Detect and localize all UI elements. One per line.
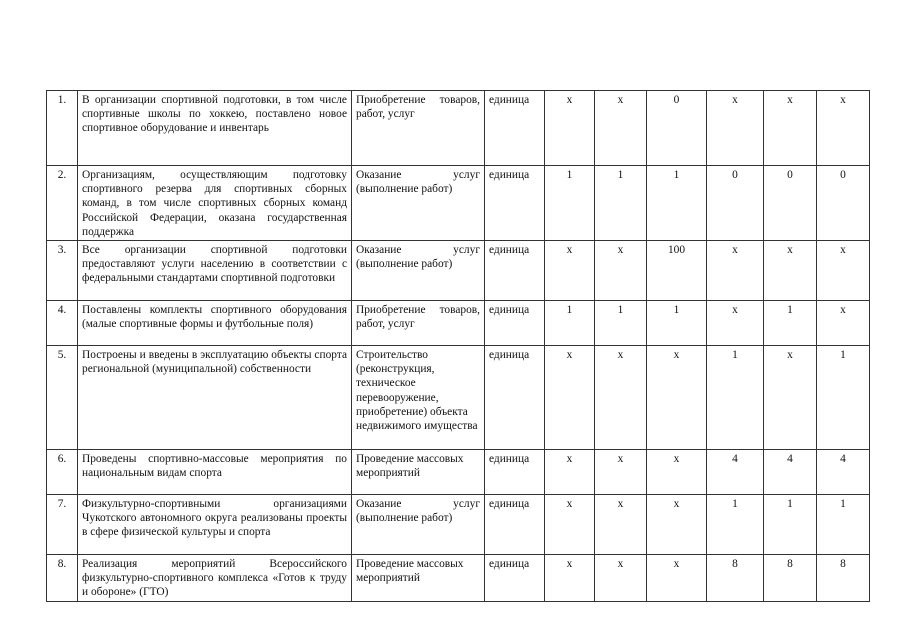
- value-cell: x: [545, 346, 595, 450]
- value-cell: 8: [817, 555, 870, 602]
- table-row: [47, 301, 870, 346]
- table-row: [47, 346, 870, 450]
- unit-cell: единица: [485, 555, 545, 602]
- results-table: [46, 90, 870, 602]
- value-cell: 1: [707, 495, 764, 555]
- value-cell: x: [764, 346, 817, 450]
- value-cell: x: [764, 241, 817, 301]
- value-cell: x: [647, 450, 707, 495]
- value-cell: x: [647, 346, 707, 450]
- result-text: В организации спортивной подготовки, в том числе спортивные школы по хоккею, поставлено новое спортивное оборудование и инвентарь: [78, 91, 352, 166]
- unit-cell: единица: [485, 91, 545, 166]
- value-cell: 4: [707, 450, 764, 495]
- row-number: 5.: [47, 346, 78, 450]
- value-cell: 8: [764, 555, 817, 602]
- result-type: Приобретение товаров, работ, услуг: [352, 91, 485, 166]
- table-body: [47, 91, 870, 602]
- value-cell: x: [545, 241, 595, 301]
- value-cell: x: [545, 91, 595, 166]
- value-cell: x: [817, 91, 870, 166]
- value-cell: x: [707, 241, 764, 301]
- value-cell: 1: [545, 301, 595, 346]
- unit-cell: единица: [485, 301, 545, 346]
- result-type: Приобретение товаров, работ, услуг: [352, 301, 485, 346]
- value-cell: 0: [647, 91, 707, 166]
- value-cell: x: [647, 495, 707, 555]
- value-cell: x: [545, 555, 595, 602]
- result-type: Проведение массовых мероприятий: [352, 555, 485, 602]
- value-cell: x: [545, 495, 595, 555]
- table-row: [47, 450, 870, 495]
- value-cell: x: [707, 301, 764, 346]
- unit-cell: единица: [485, 166, 545, 241]
- result-type: Проведение массовых мероприятий: [352, 450, 485, 495]
- row-number: 7.: [47, 495, 78, 555]
- row-number: 6.: [47, 450, 78, 495]
- value-cell: 1: [545, 166, 595, 241]
- value-cell: x: [595, 555, 647, 602]
- table-row: [47, 495, 870, 555]
- result-text: Организациям, осуществляющим подготовку спортивного резерва для спортивных сборных команд, в том числе спортивных сборных команд Российской Федерации, оказана государственная поддержка: [78, 166, 352, 241]
- value-cell: x: [595, 91, 647, 166]
- result-text: Реализация мероприятий Всероссийского физкультурно-спортивного комплекса «Готов к труду и обороне» (ГТО): [78, 555, 352, 602]
- value-cell: x: [595, 241, 647, 301]
- value-cell: 4: [817, 450, 870, 495]
- value-cell: 1: [647, 301, 707, 346]
- result-text: Проведены спортивно-массовые мероприятия по национальным видам спорта: [78, 450, 352, 495]
- value-cell: 1: [595, 301, 647, 346]
- table-row: [47, 166, 870, 241]
- value-cell: x: [764, 91, 817, 166]
- unit-cell: единица: [485, 450, 545, 495]
- result-text: Поставлены комплекты спортивного оборудования (малые спортивные формы и футбольные поля): [78, 301, 352, 346]
- unit-cell: единица: [485, 241, 545, 301]
- table-row: [47, 241, 870, 301]
- unit-cell: единица: [485, 346, 545, 450]
- value-cell: 1: [595, 166, 647, 241]
- row-number: 2.: [47, 166, 78, 241]
- value-cell: x: [647, 555, 707, 602]
- row-number: 1.: [47, 91, 78, 166]
- row-number: 3.: [47, 241, 78, 301]
- value-cell: 1: [647, 166, 707, 241]
- value-cell: x: [545, 450, 595, 495]
- value-cell: 0: [707, 166, 764, 241]
- value-cell: x: [595, 450, 647, 495]
- value-cell: x: [595, 346, 647, 450]
- result-text: Все организации спортивной подготовки предоставляют услуги населению в соответствии с федеральными стандартами спортивной подготовки: [78, 241, 352, 301]
- result-text: Физкультурно-спортивными организациями Чукотского автономного округа реализованы проекты в сфере физической культуры и спорта: [78, 495, 352, 555]
- value-cell: 1: [817, 346, 870, 450]
- value-cell: 100: [647, 241, 707, 301]
- result-type: Оказание услуг (выполнение работ): [352, 241, 485, 301]
- table-row: [47, 91, 870, 166]
- value-cell: 1: [817, 495, 870, 555]
- value-cell: x: [707, 91, 764, 166]
- value-cell: x: [595, 495, 647, 555]
- result-type: Строительство (реконструкция, техническое перевооружение, приобретение) объекта недвижимого имущества: [352, 346, 485, 450]
- value-cell: 8: [707, 555, 764, 602]
- table-row: [47, 555, 870, 602]
- value-cell: 1: [764, 301, 817, 346]
- value-cell: x: [817, 241, 870, 301]
- result-text: Построены и введены в эксплуатацию объекты спорта региональной (муниципальной) собственности: [78, 346, 352, 450]
- result-type: Оказание услуг (выполнение работ): [352, 495, 485, 555]
- row-number: 4.: [47, 301, 78, 346]
- value-cell: 0: [817, 166, 870, 241]
- row-number: 8.: [47, 555, 78, 602]
- value-cell: 1: [707, 346, 764, 450]
- value-cell: 4: [764, 450, 817, 495]
- value-cell: x: [817, 301, 870, 346]
- value-cell: 1: [764, 495, 817, 555]
- unit-cell: единица: [485, 495, 545, 555]
- result-type: Оказание услуг (выполнение работ): [352, 166, 485, 241]
- value-cell: 0: [764, 166, 817, 241]
